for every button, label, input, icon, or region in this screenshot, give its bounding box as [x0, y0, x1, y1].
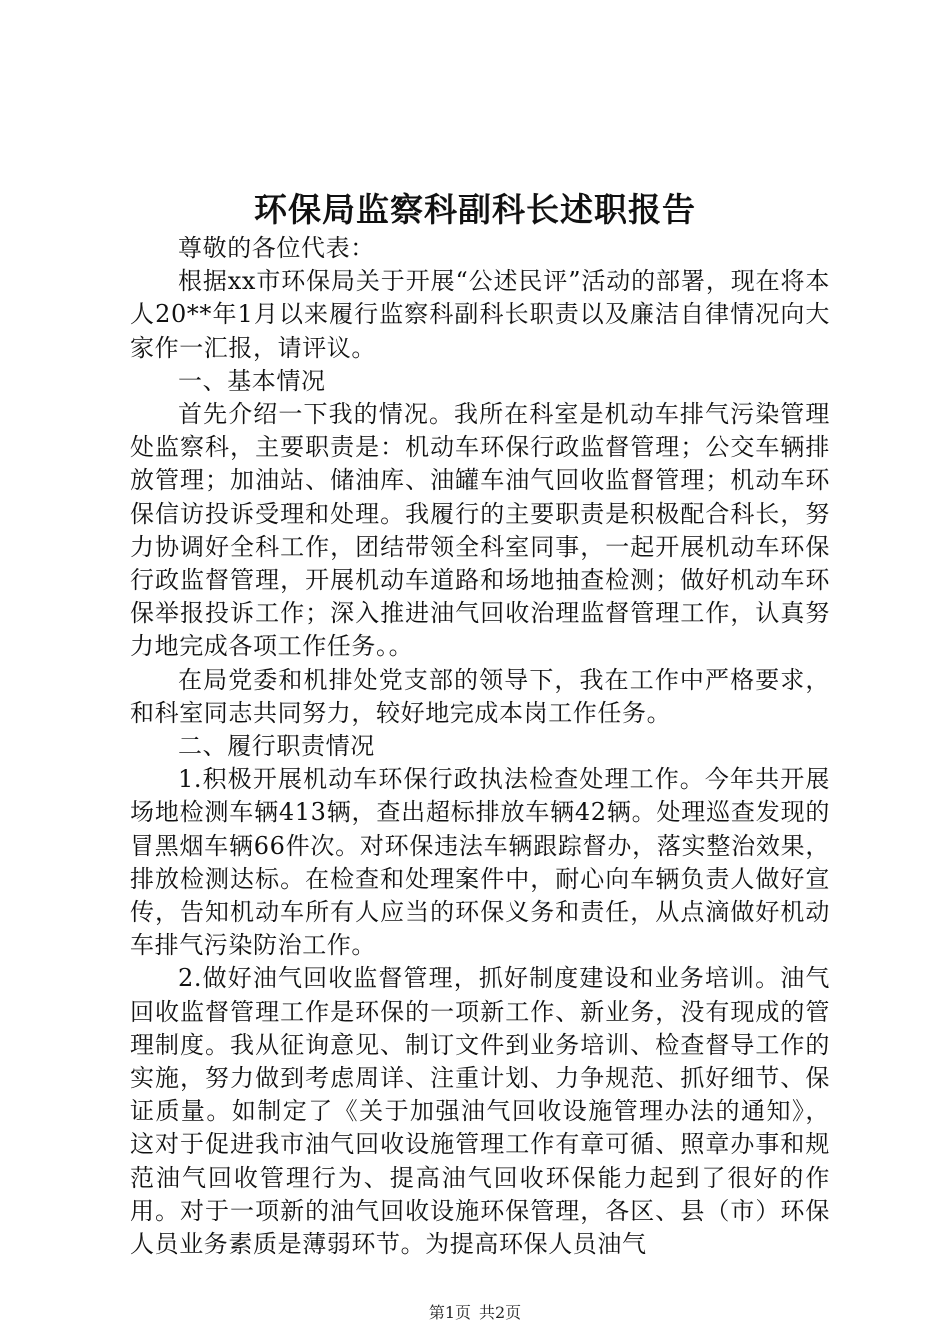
leadership-paragraph: 在局党委和机排处党支部的领导下，我在工作中严格要求，和科室同志共同努力，较好地完成本岗工作任务。 — [130, 665, 830, 727]
page-footer — [0, 1300, 950, 1323]
basic-info-paragraph: 首先介绍一下我的情况。我所在科室是机动车排气污染管理处监察科，主要职责是：机动车环保行政监督管理；公交车辆排放管理；加油站、储油库、油罐车油气回收监督管理；机动车环保信访投诉受理和处理。我履行的主要职责是积极配合科长，努力协调好全科工作，团结带领全科室同事，一起开展机动车环保行政监督管理，开展机动车道路和场地抽查检测；做好机动车环保举报投诉工作；深入推进油气回收治理监督管理工作，认真努力地完成各项工作任务。。 — [130, 400, 830, 661]
intro-paragraph: 根据xx市环保局关于开展“公述民评”活动的部署，现在将本人20**年1月以来履行监察科副科长职责以及廉洁自律情况向大家作一汇报，请评议。 — [130, 267, 830, 362]
page-number: 第1页 — [428, 1303, 471, 1322]
page-total: 共2页 — [479, 1303, 522, 1322]
duty-item-1: 1.积极开展机动车环保行政执法检查处理工作。今年共开展场地检测车辆413辆，查出超标排放车辆42辆。处理巡查发现的冒黑烟车辆66件次。对环保违法车辆跟踪督办，落实整治效果，排放检测达标。在检查和处理案件中，耐心向车辆负责人做好宣传，告知机动车所有人应当的环保义务和责任，从点滴做好机动车排气污染防治工作。 — [130, 765, 830, 960]
salutation: 尊敬的各位代表： — [178, 234, 375, 262]
section-heading-duties: 二、履行职责情况 — [178, 732, 375, 761]
duty-item-2: 2.做好油气回收监督管理，抓好制度建设和业务培训。油气回收监督管理工作是环保的一项新工作、新业务，没有现成的管理制度。我从征询意见、制订文件到业务培训、检查督导工作的实施，努力做到考虑周详、注重计划、力争规范、抓好细节、保证质量。如制定了《关于加强油气回收设施管理办法的通知》，这对于促进我市油气回收设施管理工作有章可循、照章办事和规范油气回收管理行为、提高油气回收环保能力起到了很好的作用。对于一项新的油气回收设施环保管理，各区、县（市）环保人员业务素质是薄弱环节。为提高环保人员油气 — [130, 964, 830, 1259]
document-body — [130, 232, 830, 1261]
document-title: 环保局监察科副科长述职报告 — [254, 190, 696, 229]
section-heading-basic: 一、基本情况 — [178, 366, 326, 395]
